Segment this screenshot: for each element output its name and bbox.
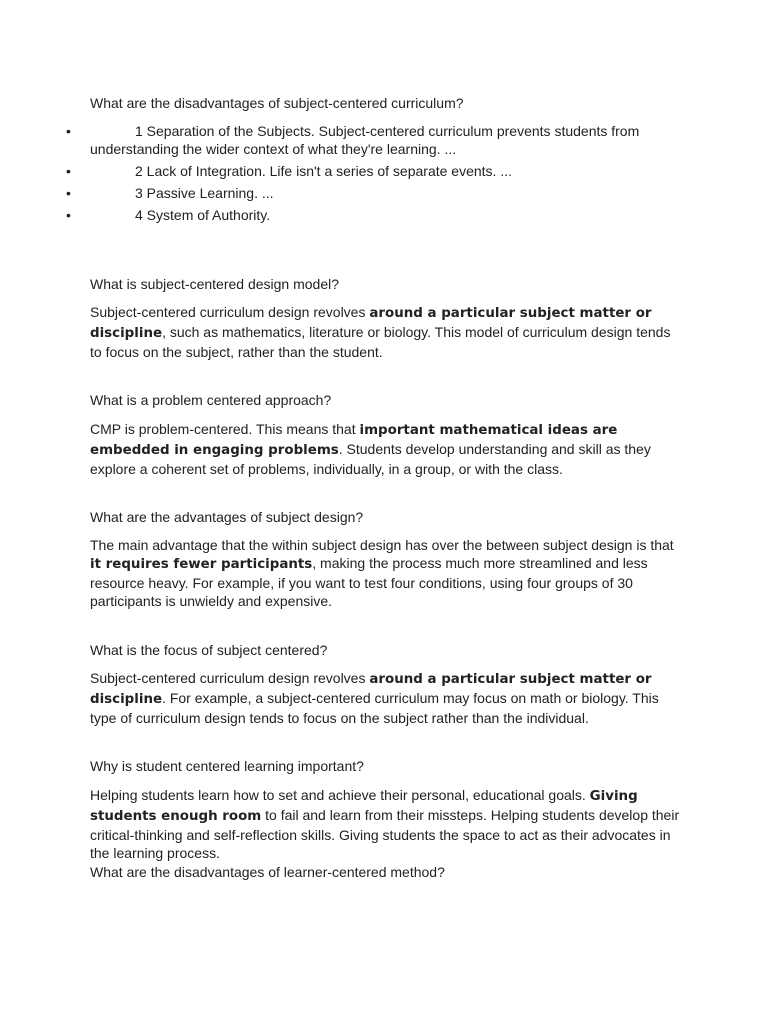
list-item-text: 4 System of Authority. — [135, 207, 271, 223]
question-subject-centered-design-model: What is subject-centered design model? — [90, 276, 340, 292]
list-item — [0, 184, 650, 202]
list-item — [0, 162, 650, 180]
bullet-icon: • — [66, 123, 71, 139]
answer-emphasis: around a particular subject matter or discipline — [90, 306, 652, 341]
question-advantages-subject-design: What are the advantages of subject design? — [90, 509, 364, 525]
answer-advantages-subject-design — [90, 536, 680, 610]
question-problem-centered-approach: What is a problem centered approach? — [90, 392, 332, 408]
answer-text: Helping students learn how to set and achieve their personal, educational goals. — [90, 787, 590, 803]
bullet-icon: • — [66, 185, 71, 201]
list-item-text: 3 Passive Learning. ... — [135, 185, 274, 201]
answer-emphasis: around a particular subject matter or discipline — [90, 672, 652, 707]
answer-text: to fail and learn from their missteps. Helping students develop their critical-thinking and self-reflection skills. Giving students the space to act as their advocates in the learning process. — [90, 807, 680, 861]
answer-focus-subject-centered — [90, 669, 680, 727]
answer-text: The main advantage that the within subject design has over the between subject design is that — [90, 537, 674, 553]
answer-text: Subject-centered curriculum design revolves — [90, 304, 370, 320]
disadvantages-list — [0, 122, 768, 228]
question-disadvantages-subject-centered: What are the disadvantages of subject-centered curriculum? — [90, 95, 464, 111]
answer-text: CMP is problem-centered. This means that — [90, 421, 360, 437]
answer-subject-centered-design-model — [90, 303, 680, 361]
bullet-icon: • — [66, 163, 71, 179]
answer-emphasis: Giving students enough room — [90, 789, 638, 824]
answer-text: , such as mathematics, literature or biology. This model of curriculum design tends to focus on the subject, rather than the student. — [90, 324, 671, 360]
answer-emphasis: important mathematical ideas are embedded in engaging problems — [90, 423, 618, 458]
list-item — [0, 122, 650, 158]
answer-text: . Students develop understanding and skill as they explore a coherent set of problems, individually, in a group, or with the class. — [90, 441, 651, 477]
answer-emphasis: it requires fewer participants — [90, 557, 313, 572]
question-focus-subject-centered: What is the focus of subject centered? — [90, 642, 328, 658]
list-item — [0, 206, 650, 224]
list-item-text: 1 Separation of the Subjects. Subject-centered curriculum prevents students from understanding the wider context of what they're learning. ... — [90, 123, 640, 157]
answer-text: , making the process much more streamlined and less resource heavy. For example, if you want to test four conditions, using four groups of 30 participants is unwieldy and expensive. — [90, 555, 648, 609]
question-disadvantages-learner-centered: What are the disadvantages of learner-centered method? — [90, 864, 445, 880]
answer-text: . For example, a subject-centered curriculum may focus on math or biology. This type of curriculum design tends to focus on the subject rather than the individual. — [90, 690, 659, 726]
question-student-centered-learning: Why is student centered learning important? — [90, 758, 364, 774]
answer-student-centered-learning — [90, 786, 680, 862]
list-item-text: 2 Lack of Integration. Life isn't a series of separate events. ... — [135, 163, 512, 179]
answer-text: Subject-centered curriculum design revolves — [90, 670, 370, 686]
bullet-icon: • — [66, 207, 71, 223]
answer-problem-centered-approach — [90, 420, 680, 478]
